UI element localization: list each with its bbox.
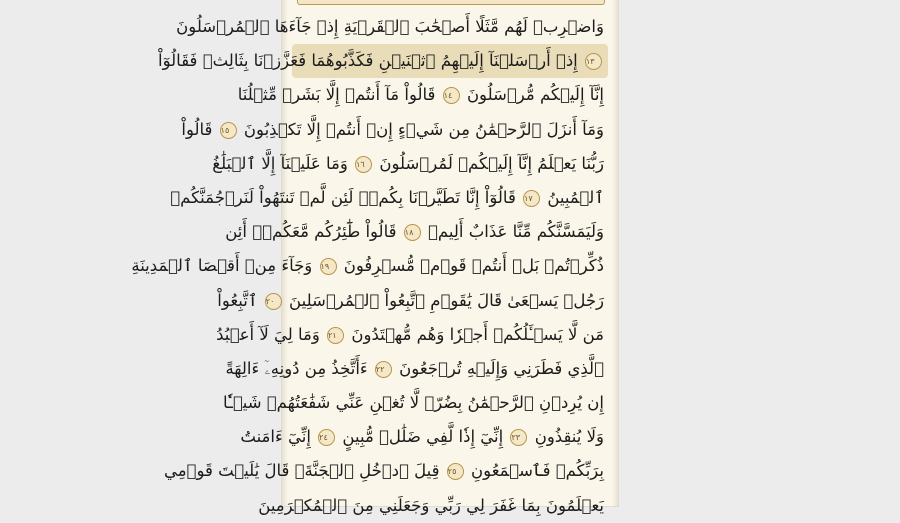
verse-text: ٱلَّذِي فَطَرَنِي وَإِلَيۡهِ تُرۡجَعُونَ [399,358,604,378]
verse-line-7[interactable] [225,215,608,249]
verse-lines [131,10,608,523]
verse-text: رَبُّنَا يَعۡلَمُ إِنَّآ إِلَيۡكُمۡ لَمُرۡسَلُونَ [379,153,604,173]
verse-text: يَعۡلَمُونَ بِمَا غَفَرَ لِي رَبِّي وَجَعَلَنِي مِنَ ٱلۡمُكۡرَمِينَ [258,495,604,515]
verse-text: بِرَبِّكُمۡ فَٱسۡمَعُونِ [471,461,604,481]
ayah-number-marker[interactable]: ٢٠ [265,293,282,310]
ayah-number-marker[interactable]: ١٨ [404,224,421,241]
verse-text: وَلَيَمَسَّنَّكُم مِّنَّا عَذَابٌ أَلِيمٞ [428,222,604,242]
verse-text: رَجُلٞ يَسۡعَىٰ قَالَ يَٰقَوۡمِ ٱتَّبِعُواْ ٱلۡمُرۡسَلِينَ [289,290,604,310]
verse-line-8[interactable] [131,249,608,283]
verse-text: قَالُواْ مَآ أَنتُمۡ إِلَّا بَشَرٞ مِّثۡلُنَا [237,85,436,105]
ayah-number-marker[interactable]: ١٤ [443,87,460,104]
verse-text: إِذۡ أَرۡسَلۡنَآ إِلَيۡهِمُ ٱثۡنَيۡنِ فَكَذَّبُوهُمَا فَعَزَّزۡنَا بِثَالِثٖ فَقَالُوٓاْ [158,51,578,71]
verse-text: وَاضۡرِبۡ لَهُم مَّثَلًا أَصۡحَٰبَ ٱلۡقَرۡيَةِ إِذۡ جَآءَهَا ٱلۡمُرۡسَلُونَ [176,17,604,36]
ayah-number-marker[interactable]: ٢٢ [375,361,392,378]
ayah-number-marker[interactable]: ١٣ [585,53,602,70]
verse-text: قَالُواْ [181,119,213,139]
verse-text: إِنَّآ إِلَيۡكُم مُّرۡسَلُونَ [466,85,604,105]
ayah-number-marker[interactable]: ٢١ [327,327,344,344]
verse-line-15[interactable] [258,489,608,523]
ayah-number-marker[interactable]: ١٩ [320,258,337,275]
verse-line-5[interactable] [212,147,608,181]
verse-line-3[interactable] [237,78,608,112]
verse-line-2[interactable] [158,44,608,78]
verse-text: وَلَا يُنقِذُونِ [534,427,604,447]
verse-text: قَالُوٓاْ إِنَّا تَطَيَّرۡنَا بِكُمۡۖ لَئِن لَّمۡ تَنتَهُواْ لَنَرۡجُمَنَّكُمۡ [170,187,516,207]
verse-text: ذُكِّرۡتُمۚ بَلۡ أَنتُمۡ قَوۡمٞ مُّسۡرِفُونَ [343,256,604,276]
verse-text: وَجَآءَ مِنۡ أَقۡصَا ٱلۡمَدِينَةِ [131,256,313,276]
verse-text: وَمَا عَلَيۡنَآ إِلَّا ٱلۡبَلَٰغُ [212,153,348,173]
ayah-number-marker[interactable]: ٢٤ [318,429,335,446]
page-edge-right [612,0,618,506]
ayah-number-marker[interactable]: ٢٥ [447,463,464,480]
verse-line-14[interactable] [163,454,608,488]
verse-text: وَمَآ أَنزَلَ ٱلرَّحۡمَٰنُ مِن شَيۡءٍ إِنۡ أَنتُمۡ إِلَّا تَكۡذِبُونَ [243,119,604,139]
ayah-number-marker[interactable]: ١٧ [523,190,540,207]
verse-line-1[interactable] [176,10,608,44]
verse-line-6[interactable] [170,181,608,215]
verse-text: ءَأَتَّخِذُ مِن دُونِهِۦٓ ءَالِهَةً [225,358,368,378]
page-top-frame [297,0,605,5]
verse-text: ٱتَّبِعُواْ [217,290,258,310]
verse-line-13[interactable] [240,420,608,454]
ayah-number-marker[interactable]: ١٦ [355,156,372,173]
verse-line-10[interactable] [216,318,608,352]
verse-text: ٱلۡمُبِينُ [547,187,604,207]
verse-text: وَمَا لِيَ لَآ أَعۡبُدُ [216,324,320,344]
verse-line-12[interactable] [222,386,608,420]
verse-text: قَالُواْ طَٰٓئِرُكُم مَّعَكُمۡۚ أَئِن [225,222,397,242]
verse-text: إِنِّيٓ إِذٗا لَّفِي ضَلَٰلٖ مُّبِينٍ [342,427,504,447]
verse-line-4[interactable] [181,113,608,147]
verse-text: إِن يُرِدۡنِ ٱلرَّحۡمَٰنُ بِضُرّٖ لَّا تُغۡنِ عَنِّي شَفَٰعَتُهُمۡ شَيۡـٔٗا [222,393,604,413]
verse-line-9[interactable] [217,284,608,318]
ayah-number-marker[interactable]: ١٥ [220,122,237,139]
ayah-number-marker[interactable]: ٢٣ [510,429,527,446]
verse-line-11[interactable] [225,352,608,386]
verse-text: إِنِّيٓ ءَامَنتُ [240,427,311,447]
verse-text: مَن لَّا يَسۡـَٔلُكُمۡ أَجۡرٗا وَهُم مُّهۡتَدُونَ [351,324,604,344]
verse-text: قِيلَ ٱدۡخُلِ ٱلۡجَنَّةَۖ قَالَ يَٰلَيۡتَ قَوۡمِي [163,461,440,481]
